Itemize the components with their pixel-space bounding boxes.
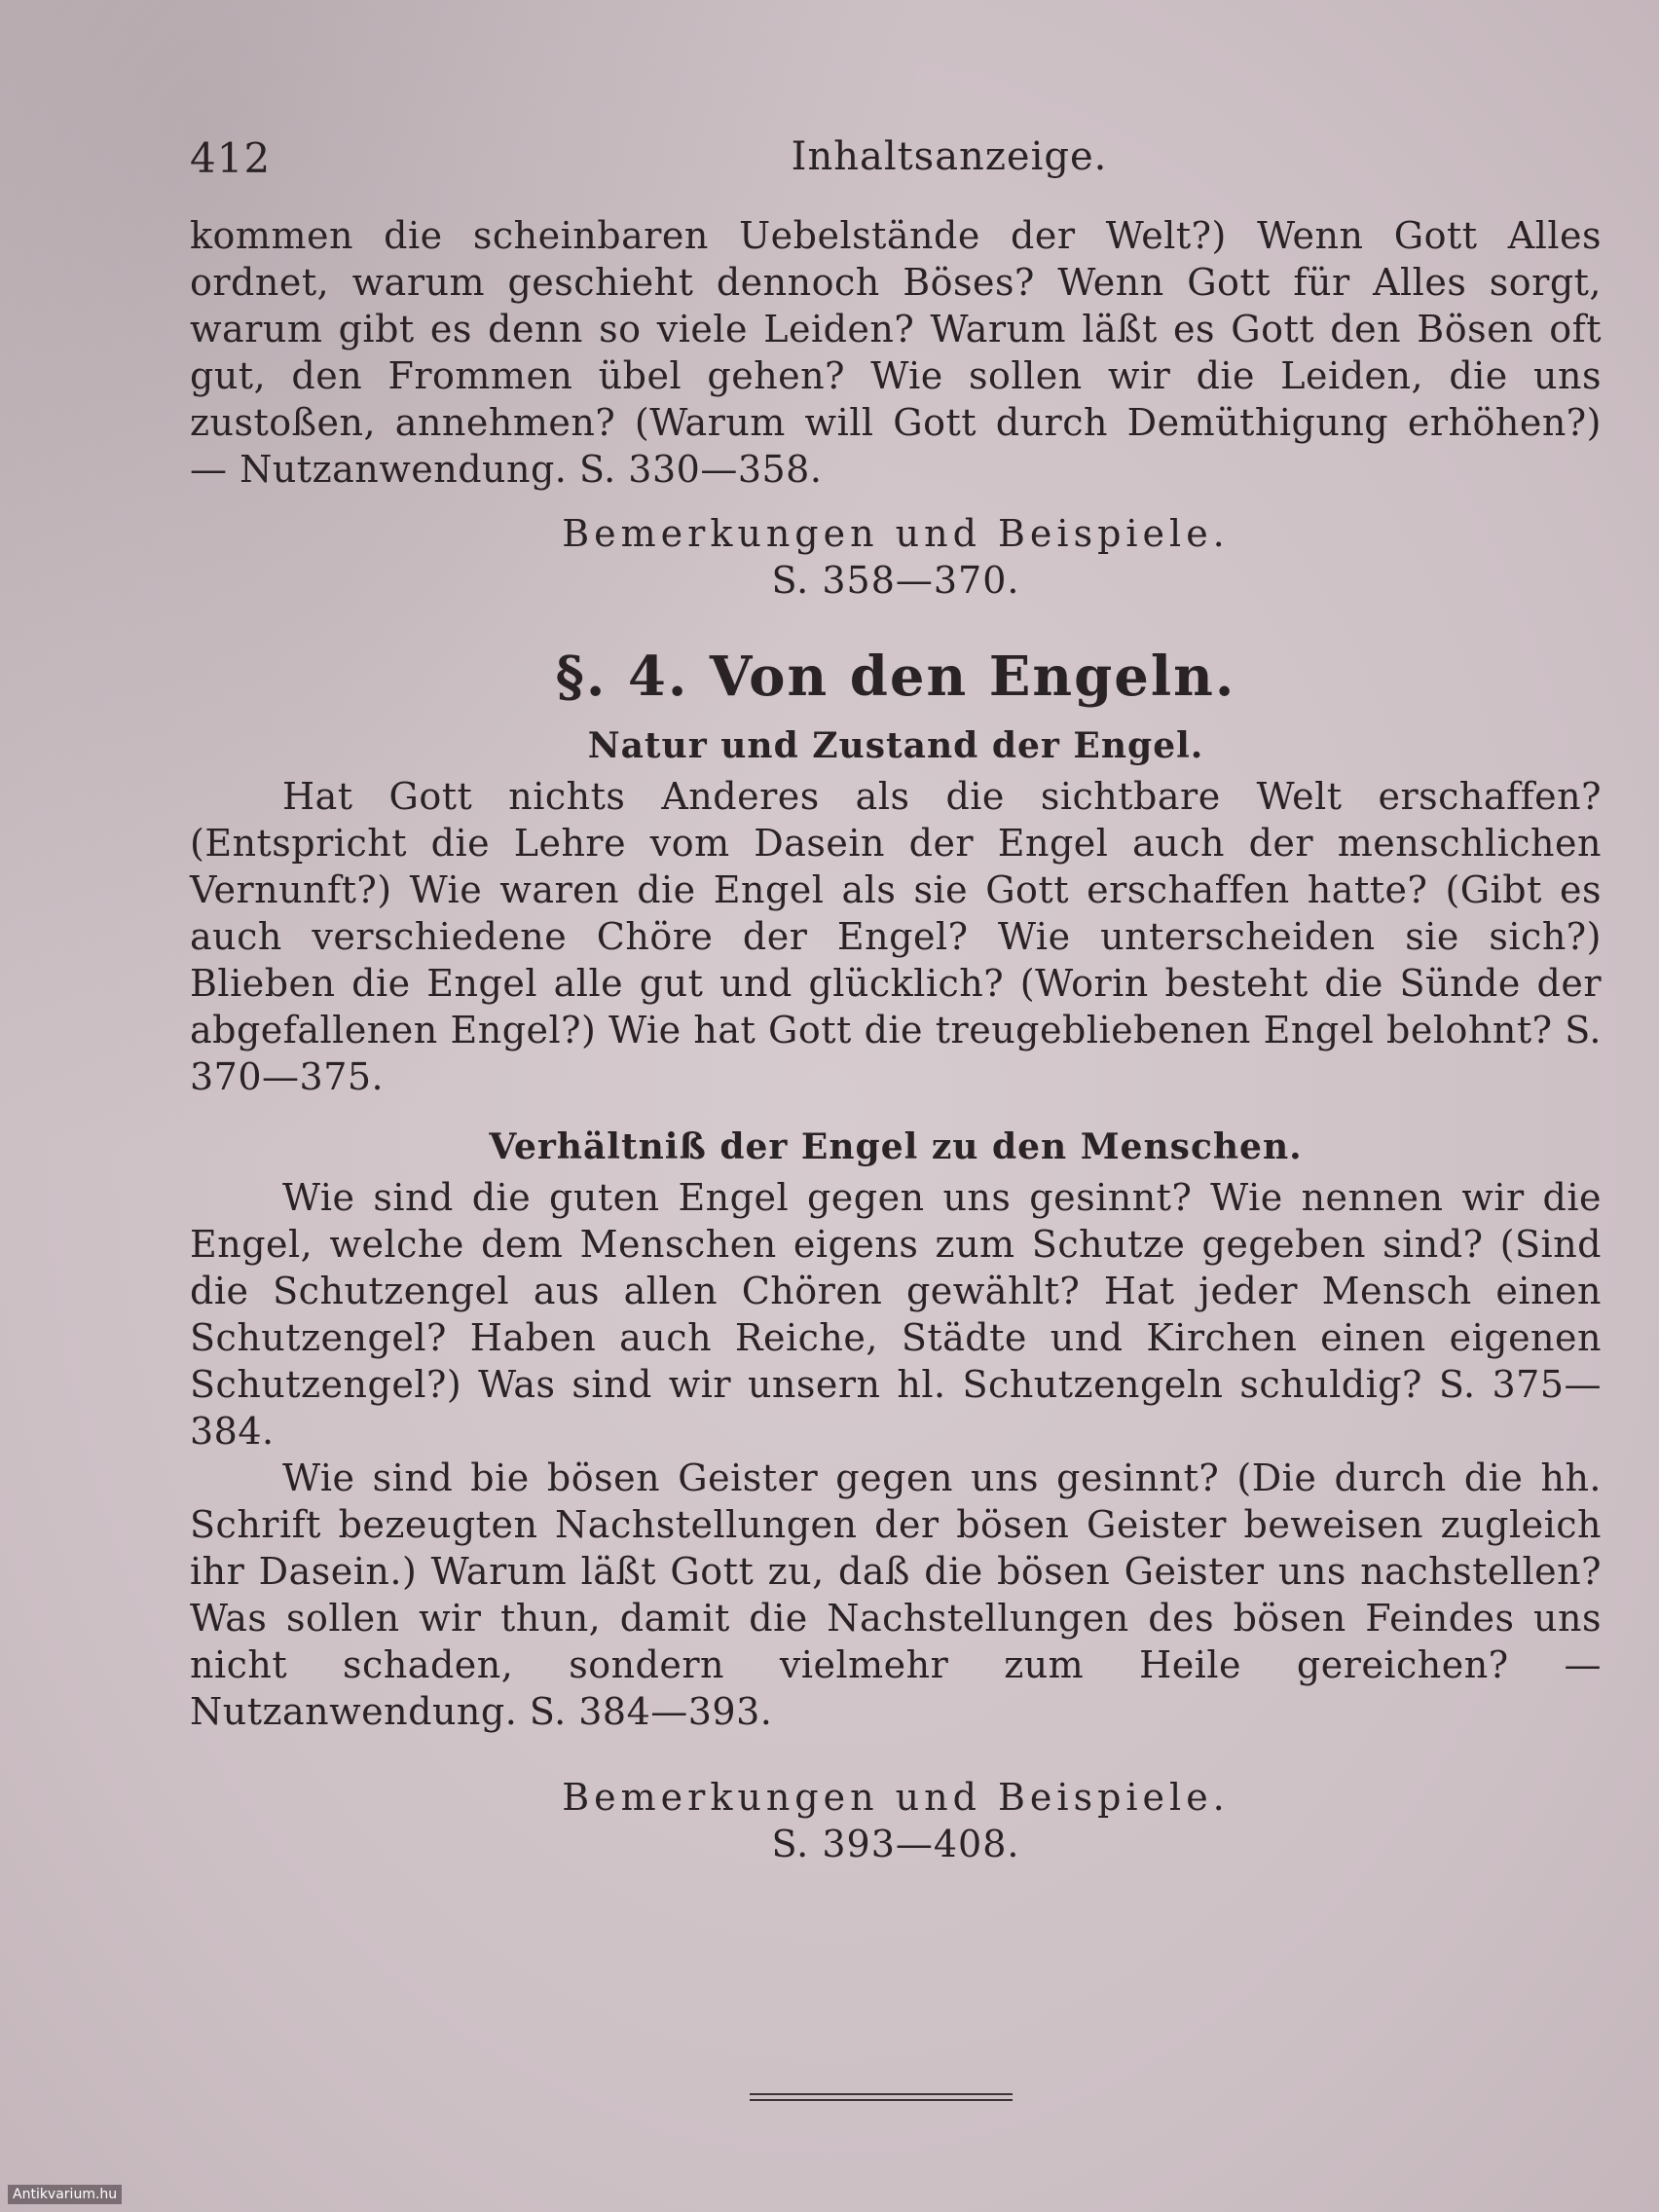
footer-double-rule: [750, 2093, 1013, 2105]
page-header: [190, 134, 1602, 193]
remarks-page-range: S. 358—370.: [771, 559, 1020, 602]
paragraph-nature: Hat Gott nichts Anderes als die sichtbare Welt erschaffen? (Entspricht die Lehre vom Dasein der Engel auch der menschlichen Vernunft?) Wie waren die Engel als sie Gott erschaffen hatte? (Gibt es auch verschiedene Chöre der Engel? Wie unterscheiden sie sich?) Blieben die Engel alle gut und glücklich? (Worin besteht die Sünde der abgefallenen Engel?) Wie hat Gott die treugebliebenen Engel belohnt? S. 370—375.: [190, 775, 1602, 1098]
rule-line: [750, 2099, 1013, 2101]
section-title: §. 4. Von den Engeln.: [555, 645, 1236, 709]
subheading-nature: Natur und Zustand der Engel.: [587, 725, 1204, 766]
rule-line: [750, 2093, 1013, 2095]
remarks-page-range-2: S. 393—408.: [771, 1823, 1020, 1865]
page-body: [190, 212, 1602, 1867]
remarks-heading-2: Bemerkungen und Beispiele.: [562, 1776, 1230, 1819]
paragraph-good-angels: Wie sind die guten Engel gegen uns gesinnt? Wie nennen wir die Engel, welche dem Menschen eigens zum Schutze gegeben sind? (Sind die Schutzengel aus allen Chören gewählt? Hat jeder Mensch einen Schutzengel? Haben auch Reiche, Städte und Kirchen einen eigenen Schutzengel?) Was sind wir unsern hl. Schutzengeln schuldig? S. 375—384.: [190, 1176, 1602, 1453]
paragraph-evil-spirits: Wie sind bie bösen Geister gegen uns gesinnt? (Die durch die hh. Schrift bezeugten Nachstellungen der bösen Geister beweisen zugleich ihr Dasein.) Warum läßt Gott zu, daß die bösen Geister uns nachstellen? Was sollen wir thun, damit die Nachstellungen des bösen Feindes uns nicht schaden, sondern vielmehr zum Heile gereichen? — Nutzanwendung. S. 384—393.: [190, 1456, 1602, 1733]
intro-paragraph: kommen die scheinbaren Uebelstände der Welt?) Wenn Gott Alles ordnet, warum geschieht dennoch Böses? Wenn Gott für Alles sorgt, warum gibt es denn so viele Leiden? Warum läßt es Gott den Bösen oft gut, den Frommen übel gehen? Wie sollen wir die Leiden, die uns zustoßen, annehmen? (Warum will Gott durch Demüthigung erhöhen?) — Nutzanwendung. S. 330—358.: [190, 214, 1602, 491]
watermark: Antikvarium.hu: [8, 2185, 122, 2204]
running-head: Inhaltsanzeige.: [791, 134, 1108, 179]
remarks-heading: Bemerkungen und Beispiele.: [562, 512, 1230, 555]
page-number: 412: [190, 134, 272, 182]
subheading-relation: Verhältniß der Engel zu den Menschen.: [489, 1126, 1303, 1167]
